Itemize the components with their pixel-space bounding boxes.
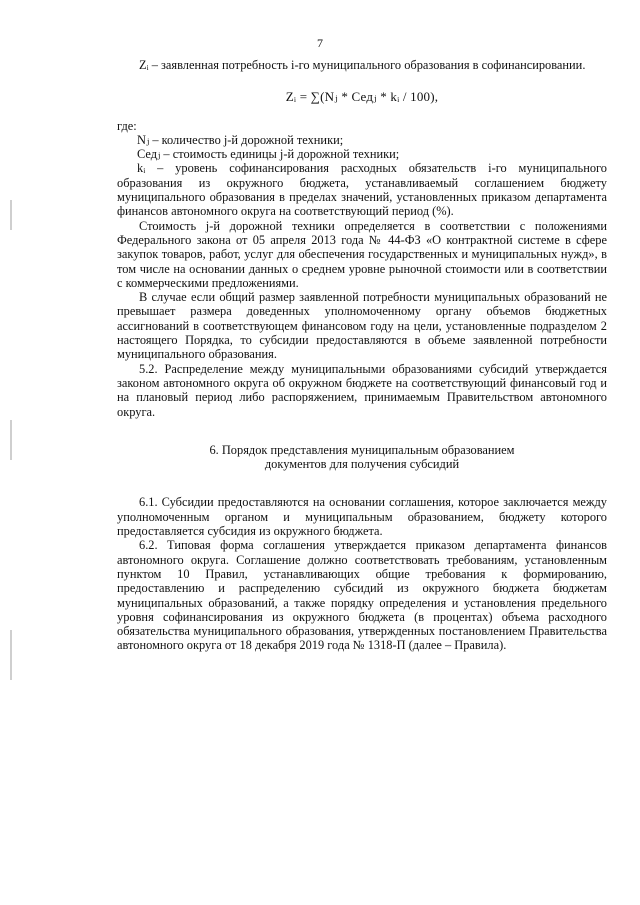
paragraph-6-1: 6.1. Субсидии предоставляются на основании соглашения, которое заключается между уполномоченным органом и муниципальным образованием, бюджету которого предоставляется субсидия из окружного бюджета.	[117, 495, 607, 539]
section-6-title	[117, 443, 607, 472]
paragraph-6-2: 6.2. Типовая форма соглашения утверждается приказом департамента финансов автономного округа. Соглашение должно соответствовать требованиям, установленным пунктом 10 Правил, устанавливающих общие требования к формированию, предоставлению и распределению субсидий из окружного бюджета бюджетам муниципальных образований, а также порядку определения и установления предельного уровня софинансирования из окружного бюджета (в процентах) объема расходного обязательства муниципального образования, утвержденных постановлением Правительства автономного округа от 18 декабря 2019 года № 1318-П (далее – Правила).	[117, 538, 607, 653]
definition-ki: kᵢ – уровень софинансирования расходных обязательств i-го муниципального образования из окружного бюджета, устанавливаемый соглашением бюджету муниципального образования в пределах значений, установленных приказом департамента финансов автономного округа на соответствующий период (%).	[117, 161, 607, 219]
section-6-title-line1: 6. Порядок представления муниципальным образованием	[209, 442, 515, 457]
paragraph-5-2: 5.2. Распределение между муниципальными образованиями субсидий утверждается законом автономного округа об окружном бюджете на соответствующий финансовый год и на плановый период либо распоряжением, принимаемым Правительством автономного округа.	[117, 361, 607, 419]
formula: Zᵢ = ∑(Nⱼ * Седⱼ * kᵢ / 100),	[285, 89, 439, 105]
margin-scan-marks	[10, 200, 14, 700]
where-label: где:	[117, 118, 137, 133]
paragraph-case: В случае если общий размер заявленной потребности муниципальных образований не превышает размера доведенных уполномоченному органу объемов бюджетных ассигнований в соответствующем финансовом году на цели, установленные подразделом 2 настоящего Порядка, то субсидии предоставляются в объеме заявленной потребности муниципального образования.	[117, 290, 607, 362]
section-6-title-line2: документов для получения субсидий	[264, 457, 460, 472]
zi-definition: Zᵢ – заявленная потребность i-го муниципального образования в софинансировании.	[139, 58, 586, 72]
paragraph-cost: Стоимость j-й дорожной техники определяется в соответствии с положениями Федерального закона от 05 апреля 2013 года № 44-ФЗ «О контрактной системе в сфере закупок товаров, работ, услуг для обеспечения государственных и муниципальных нужд», в том числе на основании данных о среднем уровне рыночной стоимости или в соответствии с коммерческими предложениями.	[117, 218, 607, 290]
definition-nj: Nⱼ – количество j-й дорожной техники;	[137, 132, 344, 147]
definition-sed: Седⱼ – стоимость единицы j-й дорожной техники;	[137, 147, 400, 162]
page-number: 7	[317, 36, 323, 50]
document-body	[117, 58, 607, 653]
